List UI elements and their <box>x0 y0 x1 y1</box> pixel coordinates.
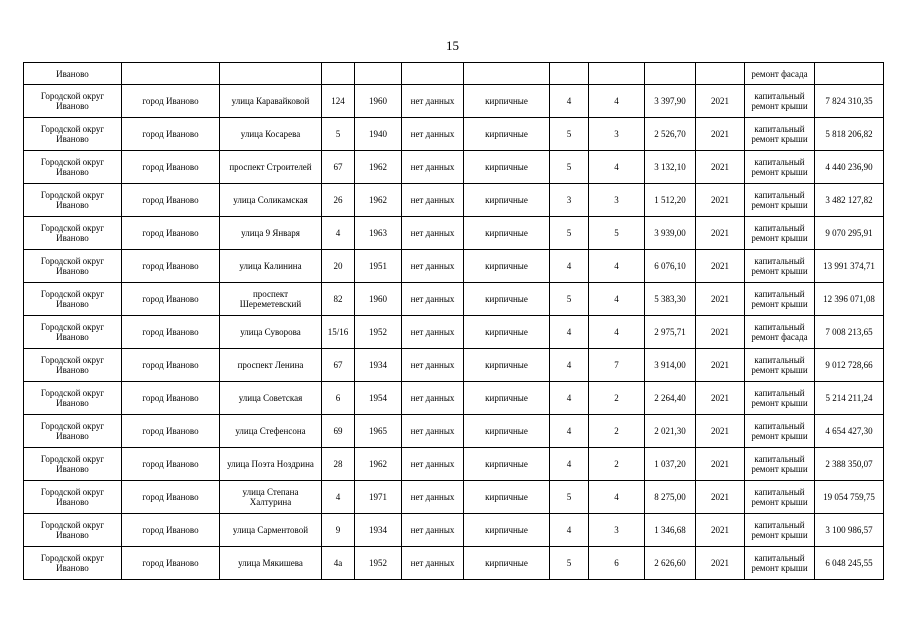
area-cell: 5 383,30 <box>645 283 696 316</box>
city-cell: город Иваново <box>122 250 220 283</box>
cost-cell: 12 396 071,08 <box>815 283 884 316</box>
wall-material-cell: кирпичные <box>464 415 550 448</box>
house-cell: 20 <box>322 250 355 283</box>
district-cell: Городской округ Иваново <box>24 217 122 250</box>
city-cell: город Иваново <box>122 118 220 151</box>
reconstruction-cell: нет данных <box>402 481 464 514</box>
work-type-cell: капитальный ремонт крыши <box>745 382 815 415</box>
district-cell: Городской округ Иваново <box>24 184 122 217</box>
district-cell: Городской округ Иваново <box>24 382 122 415</box>
district-cell: Городской округ Иваново <box>24 448 122 481</box>
floors-cell: 4 <box>550 448 589 481</box>
work-type-cell: капитальный ремонт фасада <box>745 316 815 349</box>
wall-material-cell: кирпичные <box>464 217 550 250</box>
table-row <box>24 151 884 184</box>
wall-material-cell <box>464 63 550 85</box>
work-type-cell: капитальный ремонт крыши <box>745 217 815 250</box>
cost-cell: 9 012 728,66 <box>815 349 884 382</box>
area-cell <box>645 63 696 85</box>
floors-cell: 4 <box>550 415 589 448</box>
cost-cell: 6 048 245,55 <box>815 547 884 580</box>
district-cell: Городской округ Иваново <box>24 316 122 349</box>
house-cell: 4 <box>322 481 355 514</box>
year-built-cell: 1951 <box>355 250 402 283</box>
cost-cell <box>815 63 884 85</box>
area-cell: 8 275,00 <box>645 481 696 514</box>
house-cell: 67 <box>322 349 355 382</box>
floors-cell: 5 <box>550 118 589 151</box>
street-cell: улица Мякишева <box>220 547 322 580</box>
cost-cell: 5 214 211,24 <box>815 382 884 415</box>
wall-material-cell: кирпичные <box>464 382 550 415</box>
table-row <box>24 514 884 547</box>
table-row <box>24 217 884 250</box>
reconstruction-cell: нет данных <box>402 85 464 118</box>
floors-cell: 5 <box>550 547 589 580</box>
reconstruction-cell: нет данных <box>402 283 464 316</box>
floors-cell: 4 <box>550 85 589 118</box>
district-cell: Городской округ Иваново <box>24 349 122 382</box>
area-cell: 2 264,40 <box>645 382 696 415</box>
wall-material-cell: кирпичные <box>464 85 550 118</box>
wall-material-cell: кирпичные <box>464 481 550 514</box>
city-cell: город Иваново <box>122 514 220 547</box>
house-cell: 9 <box>322 514 355 547</box>
area-cell: 1 346,68 <box>645 514 696 547</box>
cost-cell: 7 824 310,35 <box>815 85 884 118</box>
floors-cell: 5 <box>550 217 589 250</box>
year-built-cell: 1934 <box>355 514 402 547</box>
table-row <box>24 184 884 217</box>
year-built-cell: 1962 <box>355 151 402 184</box>
house-cell: 5 <box>322 118 355 151</box>
wall-material-cell: кирпичные <box>464 547 550 580</box>
area-cell: 3 397,90 <box>645 85 696 118</box>
repair-year-cell: 2021 <box>696 85 745 118</box>
repair-year-cell: 2021 <box>696 217 745 250</box>
repair-year-cell: 2021 <box>696 481 745 514</box>
city-cell: город Иваново <box>122 85 220 118</box>
entrances-cell: 3 <box>589 118 645 151</box>
reconstruction-cell: нет данных <box>402 547 464 580</box>
street-cell: проспект Строителей <box>220 151 322 184</box>
wall-material-cell: кирпичные <box>464 184 550 217</box>
repair-year-cell: 2021 <box>696 250 745 283</box>
street-cell: улица Стефенсона <box>220 415 322 448</box>
entrances-cell <box>589 63 645 85</box>
district-cell: Городской округ Иваново <box>24 118 122 151</box>
reconstruction-cell: нет данных <box>402 448 464 481</box>
year-built-cell <box>355 63 402 85</box>
house-cell: 6 <box>322 382 355 415</box>
table-body <box>24 63 884 580</box>
district-cell: Городской округ Иваново <box>24 151 122 184</box>
entrances-cell: 2 <box>589 415 645 448</box>
work-type-cell: капитальный ремонт крыши <box>745 481 815 514</box>
reconstruction-cell: нет данных <box>402 184 464 217</box>
table-row <box>24 118 884 151</box>
area-cell: 2 975,71 <box>645 316 696 349</box>
floors-cell: 4 <box>550 250 589 283</box>
work-type-cell: капитальный ремонт крыши <box>745 283 815 316</box>
repair-year-cell: 2021 <box>696 151 745 184</box>
repair-year-cell: 2021 <box>696 316 745 349</box>
work-type-cell: капитальный ремонт крыши <box>745 448 815 481</box>
floors-cell: 5 <box>550 481 589 514</box>
area-cell: 3 914,00 <box>645 349 696 382</box>
cost-cell: 2 388 350,07 <box>815 448 884 481</box>
reconstruction-cell: нет данных <box>402 382 464 415</box>
reconstruction-cell <box>402 63 464 85</box>
reconstruction-cell: нет данных <box>402 118 464 151</box>
street-cell: улица Сарментовой <box>220 514 322 547</box>
house-cell: 124 <box>322 85 355 118</box>
work-type-cell: капитальный ремонт крыши <box>745 85 815 118</box>
wall-material-cell: кирпичные <box>464 283 550 316</box>
table-row <box>24 63 884 85</box>
city-cell: город Иваново <box>122 151 220 184</box>
table-row <box>24 250 884 283</box>
house-cell: 67 <box>322 151 355 184</box>
entrances-cell: 2 <box>589 382 645 415</box>
entrances-cell: 2 <box>589 448 645 481</box>
table-row <box>24 448 884 481</box>
district-cell: Городской округ Иваново <box>24 547 122 580</box>
reconstruction-cell: нет данных <box>402 415 464 448</box>
city-cell: город Иваново <box>122 184 220 217</box>
wall-material-cell: кирпичные <box>464 316 550 349</box>
cost-cell: 3 482 127,82 <box>815 184 884 217</box>
reconstruction-cell: нет данных <box>402 349 464 382</box>
floors-cell: 5 <box>550 283 589 316</box>
wall-material-cell: кирпичные <box>464 349 550 382</box>
floors-cell: 3 <box>550 184 589 217</box>
area-cell: 6 076,10 <box>645 250 696 283</box>
city-cell: город Иваново <box>122 382 220 415</box>
house-cell: 69 <box>322 415 355 448</box>
entrances-cell: 3 <box>589 184 645 217</box>
reconstruction-cell: нет данных <box>402 151 464 184</box>
wall-material-cell: кирпичные <box>464 448 550 481</box>
entrances-cell: 4 <box>589 481 645 514</box>
floors-cell: 4 <box>550 316 589 349</box>
cost-cell: 9 070 295,91 <box>815 217 884 250</box>
entrances-cell: 6 <box>589 547 645 580</box>
street-cell: улица Поэта Ноздрина <box>220 448 322 481</box>
floors-cell <box>550 63 589 85</box>
city-cell: город Иваново <box>122 316 220 349</box>
table-row <box>24 382 884 415</box>
city-cell: город Иваново <box>122 481 220 514</box>
table-row <box>24 415 884 448</box>
area-cell: 2 626,60 <box>645 547 696 580</box>
entrances-cell: 3 <box>589 514 645 547</box>
floors-cell: 4 <box>550 514 589 547</box>
street-cell: улица Соликамская <box>220 184 322 217</box>
wall-material-cell: кирпичные <box>464 250 550 283</box>
repair-year-cell: 2021 <box>696 283 745 316</box>
area-cell: 1 512,20 <box>645 184 696 217</box>
year-built-cell: 1934 <box>355 349 402 382</box>
reconstruction-cell: нет данных <box>402 250 464 283</box>
district-cell: Иваново <box>24 63 122 85</box>
table-row <box>24 349 884 382</box>
work-type-cell: капитальный ремонт крыши <box>745 349 815 382</box>
work-type-cell: капитальный ремонт крыши <box>745 250 815 283</box>
year-built-cell: 1960 <box>355 85 402 118</box>
area-cell: 2 526,70 <box>645 118 696 151</box>
house-cell: 4 <box>322 217 355 250</box>
entrances-cell: 4 <box>589 151 645 184</box>
city-cell: город Иваново <box>122 448 220 481</box>
street-cell <box>220 63 322 85</box>
cost-cell: 19 054 759,75 <box>815 481 884 514</box>
street-cell: проспект Ленина <box>220 349 322 382</box>
street-cell: улица Каравайковой <box>220 85 322 118</box>
repair-year-cell: 2021 <box>696 448 745 481</box>
cost-cell: 4 654 427,30 <box>815 415 884 448</box>
table-row <box>24 283 884 316</box>
floors-cell: 4 <box>550 349 589 382</box>
street-cell: улица Суворова <box>220 316 322 349</box>
work-type-cell: капитальный ремонт крыши <box>745 118 815 151</box>
repair-year-cell: 2021 <box>696 514 745 547</box>
city-cell: город Иваново <box>122 283 220 316</box>
reconstruction-cell: нет данных <box>402 217 464 250</box>
street-cell: улица Калинина <box>220 250 322 283</box>
repair-year-cell: 2021 <box>696 349 745 382</box>
repair-year-cell: 2021 <box>696 184 745 217</box>
street-cell: улица Советская <box>220 382 322 415</box>
cost-cell: 4 440 236,90 <box>815 151 884 184</box>
work-type-cell: капитальный ремонт крыши <box>745 184 815 217</box>
house-cell: 15/16 <box>322 316 355 349</box>
year-built-cell: 1952 <box>355 316 402 349</box>
repair-year-cell: 2021 <box>696 118 745 151</box>
street-cell: улица Косарева <box>220 118 322 151</box>
entrances-cell: 7 <box>589 349 645 382</box>
year-built-cell: 1962 <box>355 448 402 481</box>
wall-material-cell: кирпичные <box>464 151 550 184</box>
work-type-cell: капитальный ремонт крыши <box>745 151 815 184</box>
year-built-cell: 1962 <box>355 184 402 217</box>
area-cell: 2 021,30 <box>645 415 696 448</box>
cost-cell: 3 100 986,57 <box>815 514 884 547</box>
area-cell: 1 037,20 <box>645 448 696 481</box>
repair-year-cell: 2021 <box>696 547 745 580</box>
cost-cell: 7 008 213,65 <box>815 316 884 349</box>
house-cell: 4а <box>322 547 355 580</box>
wall-material-cell: кирпичные <box>464 118 550 151</box>
area-cell: 3 939,00 <box>645 217 696 250</box>
city-cell <box>122 63 220 85</box>
district-cell: Городской округ Иваново <box>24 283 122 316</box>
entrances-cell: 4 <box>589 85 645 118</box>
street-cell: проспект Шереметевский <box>220 283 322 316</box>
district-cell: Городской округ Иваново <box>24 415 122 448</box>
repair-year-cell: 2021 <box>696 382 745 415</box>
district-cell: Городской округ Иваново <box>24 514 122 547</box>
reconstruction-cell: нет данных <box>402 316 464 349</box>
year-built-cell: 1971 <box>355 481 402 514</box>
cost-cell: 5 818 206,82 <box>815 118 884 151</box>
entrances-cell: 4 <box>589 316 645 349</box>
year-built-cell: 1960 <box>355 283 402 316</box>
area-cell: 3 132,10 <box>645 151 696 184</box>
year-built-cell: 1954 <box>355 382 402 415</box>
house-cell: 26 <box>322 184 355 217</box>
work-type-cell: ремонт фасада <box>745 63 815 85</box>
year-built-cell: 1965 <box>355 415 402 448</box>
floors-cell: 5 <box>550 151 589 184</box>
city-cell: город Иваново <box>122 547 220 580</box>
floors-cell: 4 <box>550 382 589 415</box>
repair-year-cell: 2021 <box>696 415 745 448</box>
year-built-cell: 1940 <box>355 118 402 151</box>
page-number: 15 <box>446 38 459 53</box>
table-row <box>24 316 884 349</box>
repair-registry-table <box>23 62 884 580</box>
street-cell: улица 9 Января <box>220 217 322 250</box>
cost-cell: 13 991 374,71 <box>815 250 884 283</box>
district-cell: Городской округ Иваново <box>24 85 122 118</box>
city-cell: город Иваново <box>122 217 220 250</box>
repair-year-cell <box>696 63 745 85</box>
table-row <box>24 85 884 118</box>
table-row <box>24 547 884 580</box>
district-cell: Городской округ Иваново <box>24 250 122 283</box>
work-type-cell: капитальный ремонт крыши <box>745 547 815 580</box>
house-cell: 28 <box>322 448 355 481</box>
house-cell <box>322 63 355 85</box>
house-cell: 82 <box>322 283 355 316</box>
reconstruction-cell: нет данных <box>402 514 464 547</box>
city-cell: город Иваново <box>122 349 220 382</box>
entrances-cell: 5 <box>589 217 645 250</box>
city-cell: город Иваново <box>122 415 220 448</box>
table-row <box>24 481 884 514</box>
street-cell: улица Степана Халтурина <box>220 481 322 514</box>
work-type-cell: капитальный ремонт крыши <box>745 514 815 547</box>
district-cell: Городской округ Иваново <box>24 481 122 514</box>
wall-material-cell: кирпичные <box>464 514 550 547</box>
year-built-cell: 1952 <box>355 547 402 580</box>
entrances-cell: 4 <box>589 283 645 316</box>
work-type-cell: капитальный ремонт крыши <box>745 415 815 448</box>
entrances-cell: 4 <box>589 250 645 283</box>
year-built-cell: 1963 <box>355 217 402 250</box>
